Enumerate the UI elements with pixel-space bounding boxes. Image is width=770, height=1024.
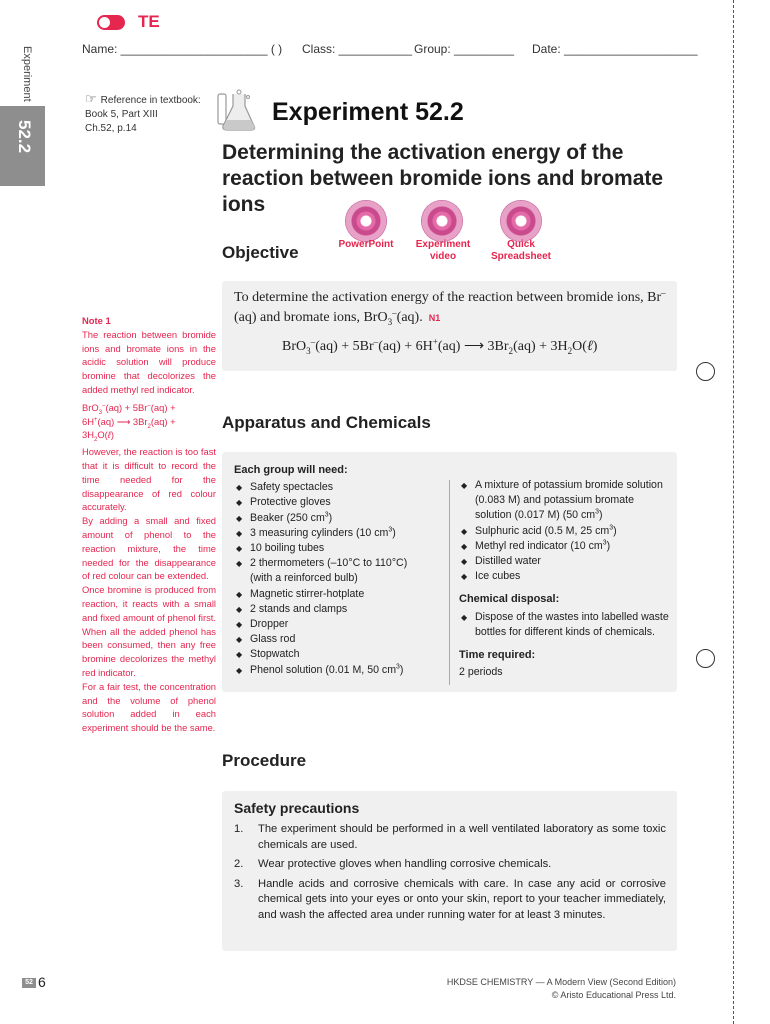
date-field: Date: ____________________ xyxy=(532,42,698,56)
cut-line xyxy=(733,0,734,1024)
time-heading: Time required: xyxy=(459,649,536,662)
binder-hole xyxy=(696,362,715,381)
list-item: ◆ Protective gloves xyxy=(234,495,444,510)
list-item: ◆ Phenol solution (0.01 M, 50 $cm^3$) xyxy=(234,663,444,678)
reaction-equation: BrO$_3$–(aq) + 5Br–(aq) + 6H+(aq) ⟶ $3Br_2(aq)$ + $3H_2O(\ell)$ xyxy=(282,336,598,356)
reaction-arrow-icon: ⟶ xyxy=(463,339,485,354)
list-item: ◆ Dropper xyxy=(234,617,444,632)
safety-heading: Safety precautions xyxy=(234,800,360,816)
disposal-heading: Chemical disposal: xyxy=(459,593,560,606)
toggle-knob xyxy=(99,17,110,28)
list-item: 1. The experiment should be performed in a well ventilated laboratory as some toxic chemicals are used. xyxy=(234,823,666,851)
powerpoint-disc-icon[interactable] xyxy=(345,200,387,242)
binder-hole xyxy=(696,649,715,668)
quick-spreadsheet-link[interactable]: Quick Spreadsheet xyxy=(490,239,552,262)
side-tab xyxy=(0,106,45,186)
procedure-heading: Procedure xyxy=(222,751,307,770)
apparatus-left-column: Each group will need: ◆ Safety spectacles ◆ Protective gloves ◆ Beaker (250 $cm^3$) ◆ 3 measuring cylinders (10 $cm^3$) ◆ 10 boiling tubes ◆ 2 thermometers (–10°C to 110°C) (with a reinforced bulb) ◆ Magnetic stirrer-hotplate ◆ 2 stands and clamps ◆ Dropper ◆ Glass rod ◆ Stopwatch ◆ Phenol solution (0.01 M, 50 $cm^3$) xyxy=(234,463,444,678)
side-tab-number: 52.2 xyxy=(15,120,34,154)
side-experiment-label: Experiment xyxy=(21,46,33,102)
apparatus-divider xyxy=(449,480,450,685)
chapter-badge: 52 xyxy=(22,978,36,988)
list-item: ◆ Stopwatch xyxy=(234,647,444,662)
page-number: 6 xyxy=(38,974,46,990)
safety-list xyxy=(234,822,666,928)
time-value: 2 periods xyxy=(459,666,503,679)
list-item: ◆ Dispose of the wastes into labelled waste bottles for different kinds of chemicals. xyxy=(459,610,669,640)
flask-icon xyxy=(215,88,263,132)
side-note: Note 1 The reaction between bromide ions and bromate ions in the acidic solution will produce bromine that decolorizes the added methyl red indicator. BrO$_3$–(aq) + 5Br–(aq) + 6H+(aq) ⟶ $3Br_2(aq)$ + $3H_2O(\ell)$ However, the reaction is too fast that it is difficult to record the time needed for the disappearance of red colour accurately. By adding a small and fixed amount of phenol to the reaction mixture, the time needed for the disappearance of red colour can be extended. Once bromine is produced from reaction, it reacts with a small and fixed amount of phenol first. When all the added phenol has been consumed, then any free bromine decolorizes the methyl red indicator. For a fair test, the concentration and the volume of phenol solution added in each experiment should be the same. xyxy=(82,315,216,734)
experiment-video-disc-icon[interactable] xyxy=(421,200,463,242)
page-title: Determining the activation energy of the reaction between bromide ions and bromate ions xyxy=(222,141,664,216)
objective-heading: Objective xyxy=(222,243,299,262)
list-item: ◆ 10 boiling tubes xyxy=(234,541,444,556)
experiment-title: Experiment 52.2 xyxy=(272,98,464,126)
quick-spreadsheet-disc-icon[interactable] xyxy=(500,200,542,242)
list-item: ◆ Glass rod xyxy=(234,632,444,647)
list-item: ◆ Magnetic stirrer-hotplate xyxy=(234,587,444,602)
list-item: ◆ Methyl red indicator (10 $cm^3$) xyxy=(459,539,669,554)
list-item: ◆ Beaker (250 $cm^3$) xyxy=(234,511,444,526)
te-label: TE xyxy=(138,12,160,31)
list-item: 2. Wear protective gloves when handling corrosive chemicals. xyxy=(234,858,552,871)
textbook-reference: ☞ Reference in textbook: Book 5, Part XIII Ch.52, p.14 xyxy=(85,91,201,134)
apparatus-right-column xyxy=(459,478,669,680)
list-item: ◆ Sulphuric acid (0.5 M, 25 $cm^3$) xyxy=(459,524,669,539)
list-item: ◆ 2 stands and clamps xyxy=(234,602,444,617)
experiment-video-link[interactable]: Experiment video xyxy=(415,239,471,262)
note-ref-n1[interactable]: N1 xyxy=(428,313,441,323)
te-toggle[interactable] xyxy=(97,15,125,30)
footer-credit: HKDSE CHEMISTRY — A Modern View (Second Edition) © Aristo Educational Press Ltd. xyxy=(446,977,676,1000)
pointing-hand-icon: ☞ xyxy=(85,91,97,106)
apparatus-heading: Apparatus and Chemicals xyxy=(222,413,431,432)
name-field: Name: ______________________ ( ) xyxy=(82,42,283,56)
list-item: 3. Handle acids and corrosive chemicals with care. In case any acid or corrosive chemical gets into your eyes or onto your skin, report to your teacher immediately, and wash the affected area under running water for at least 3 minutes. xyxy=(234,877,666,921)
list-item: ◆ A mixture of potassium bromide solution (0.083 M) and potassium bromate solution (0.017 M) (50 $cm^3$) xyxy=(459,478,669,524)
list-item: ◆ 3 measuring cylinders (10 $cm^3$) xyxy=(234,526,444,541)
list-item: ◆ Safety spectacles xyxy=(234,480,444,495)
powerpoint-link[interactable]: PowerPoint xyxy=(338,239,394,250)
list-item: ◆ Ice cubes xyxy=(459,569,669,584)
list-item: ◆ 2 thermometers (–10°C to 110°C) (with a reinforced bulb) xyxy=(234,556,444,586)
group-field: Group: _________ xyxy=(414,42,515,56)
note-arrow-icon: ⟶ xyxy=(116,415,131,427)
class-field: Class: ___________ xyxy=(302,42,413,56)
objective-text: To determine the activation energy of the reaction between bromide ions, Br–(aq) and bromate ions, BrO$_3$–(aq). N1 xyxy=(234,287,666,327)
list-item: ◆ Distilled water xyxy=(459,554,669,569)
